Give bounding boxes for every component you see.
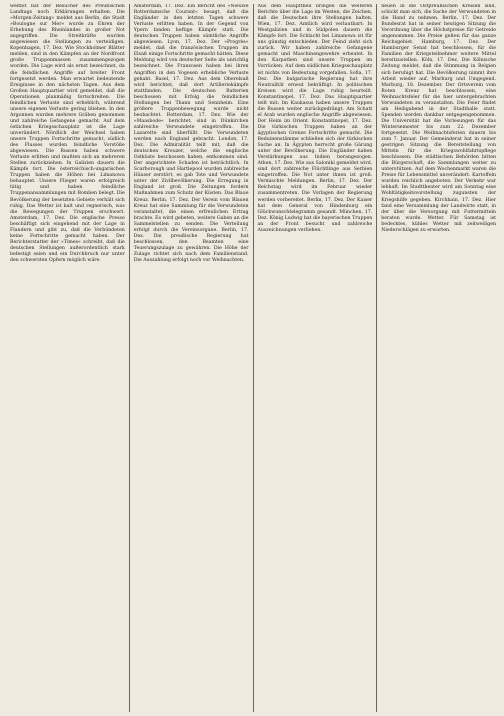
article-text: Amsterdam, 17. Dez. Ein Bericht des »Nieuwe Rotterdamsche Courant« besagt, daß die Engländer in den letzten Tagen schwere Verluste erlitten haben. In der Gegend von Ypern fanden heftige Kämpfe statt. Die deutschen Truppen haben sämtliche Angriffe abgewiesen. Lyon, 17. Dez. Der »Progrès« meldet, daß die französischen Truppen im Elsaß einige Fortschritte gemacht hätten. Diese Meldung wird von deutscher Seite als unrichtig bezeichnet. Die Franzosen haben bei ihren Angriffen in den Vogesen erhebliche Verluste gehabt. Basel, 17. Dez. Aus dem Oberelsaß wird berichtet, daß dort Artilleriekämpfe stattfanden. Die deutschen Batterien beschossen mit Erfolg die feindlichen Stellungen bei Thann und Sennheim. Eine größere Truppenbewegung wurde nicht beobachtet. Rotterdam, 17. Dez. Wie der »Maasbode« berichtet, sind in Dünkirchen zahlreiche Verwundete eingetroffen. Die Lazarette sind überfüllt. Die Verwundeten werden nach England gebracht. London, 17. Dez. Die Admiralität teilt mit, daß die deutschen Kreuzer, welche die englische Ostküste beschossen haben, entkommen sind. Der angerichtete Schaden ist beträchtlich. In Scarborough und Hartlepool wurden zahlreiche Häuser zerstört, es gab Tote und Verwundete unter der Zivilbevölkerung. Die Erregung in England ist groß. Die Zeitungen fordern Maßnahmen zum Schutz der Küsten. Das Blaue Kreuz. Berlin, 17. Dez. Der Verein vom Blauen Kreuz hat eine Sammlung für die Verwundeten veranstaltet, die einen erfreulichen Ertrag brachte. Es wird gebeten, weitere Gaben an die Sammelstellen zu senden. Die Verteilung erfolgt durch die Vereinsorgane. Berlin, 17. Dez. Die preußische Regierung hat beschlossen, den Beamten eine Teuerungszulage zu gewähren. Die Höhe der Zulage richtet sich nach dem Familienstand. Die Auszahlung erfolgt noch vor Weihnachten. [133, 4, 249, 263]
column-2 [129, 4, 253, 712]
column-3 [253, 4, 377, 712]
column-container [6, 4, 500, 712]
column-4 [376, 4, 500, 712]
column-1 [6, 4, 129, 712]
article-text: weltbit hat der Besucher des Preußischen Landtags noch Erklärungen erhalten. Die »Morgen-Zeitung« meldet aus Berlin, die Stadt »Boulogne sur Mer« wurde zu Ehren der Erhebung des Rheinlandes in großer Not angegriffen. Die Streitkräfte wurden angewiesen die Stellungen zu verteidigen. Kopenhagen, 17. Dez. Wie Stockholmer Blätter melden, sind in den Kämpfen an der Nordfront große Truppenmassen zusammengezogen worden. Die Lage wird als ernst bezeichnet, da die feindlichen Angriffe auf breiter Front fortgesetzt werden. Man erwartet bedeutende Ereignisse in den nächsten Tagen. Aus dem Großen Hauptquartier wird gemeldet, daß die Operationen planmäßig fortschreiten. Die feindlichen Verluste sind erheblich, während unsere eigenen Verluste gering blieben. In den Argonnen wurden mehrere Gräben genommen und zahlreiche Gefangene gemacht. Auf dem östlichen Kriegsschauplatz ist die Lage unverändert. Nördlich der Weichsel haben unsere Truppen Fortschritte gemacht, südlich des Flusses wurden feindliche Vorstöße abgewiesen. Die Russen haben schwere Verluste erlitten und mußten sich an mehreren Stellen zurückziehen. In Galizien dauern die Kämpfe fort. Die österreichisch-ungarischen Truppen haben die Höhen bei Limanowa behauptet. Unsere Flieger waren erfolgreich tätig und haben feindliche Truppenansammlungen mit Bomben belegt. Die Bevölkerung der besetzten Gebiete verhält sich ruhig. Das Wetter ist kalt und regnerisch, was die Bewegungen der Truppen erschwert. Amsterdam, 17. Dez. Die englische Presse beschäftigt sich eingehend mit der Lage in Flandern und gibt zu, daß die Verbündeten keine Fortschritte gemacht haben. Der Berichterstatter der »Times« schreibt, daß die deutschen Stellungen außerordentlich stark befestigt seien und ein Durchbruch nur unter den schwersten Opfern möglich wäre. [10, 4, 125, 263]
article-text: neuen in die Ostpreußischen Kreisen sind, schickt man sich, die Sache der Verwundeten in die Hand zu nehmen. Berlin, 17. Dez. Der Bundesrat hat in seiner heutigen Sitzung die Verordnung über die Höchstpreise für Getreide angenommen. Die Preise gelten für das ganze Reichsgebiet. Hamburg, 17. Dez. Der Hamburger Senat hat beschlossen, für die Familien der Kriegsteilnehmer weitere Mittel bereitzustellen. Köln, 17. Dez. Die Kölnische Zeitung meldet, daß die Stimmung in Belgien sich beruhigt hat. Die Bevölkerung nimmt ihre Arbeit wieder auf. Marburg und Umgegend. Marburg, 18. Dezember. Der Ortsverein vom Roten Kreuz hat beschlossen, eine Weihnachtsfeier für die hier untergebrachten Verwundeten zu veranstalten. Die Feier findet am Heiligabend in der Stadthalle statt. Spenden werden dankbar entgegengenommen. Die Universität hat die Vorlesungen für das Wintersemester bis zum 22. Dezember fortgesetzt. Die Weihnachtsferien dauern bis zum 7. Januar. Der Gemeinderat hat in seiner gestrigen Sitzung die Bereitstellung von Mitteln für die Kriegswohlfahrtspflege beschlossen. Die städtischen Behörden bitten die Bürgerschaft, die Sammlungen weiter zu unterstützen. Auf dem Wochenmarkt waren die Preise für Lebensmittel unverändert. Kartoffeln wurden reichlich angeboten. Der Verkehr war lebhaft. Im Stadttheater wird am Sonntag eine Wohltätigkeitsvorstellung zugunsten der Kriegshilfe gegeben. Kirchhain, 17. Dez. Hier fand eine Versammlung der Landwirte statt, in der über die Versorgung mit Futtermitteln beraten wurde. Wetter. Für Samstag ist bedecktes, kühles Wetter mit zeitweiligen Niederschlägen zu erwarten. [381, 4, 496, 233]
article-text: Aus dem Haupttheil bringen die weiteren Berichte über die Lage im Westen, die Zeichen, daß die Deutschen ihre Stellungen halten. Wien, 17. Dez. Amtlich wird verlautbart: In Westgalizien und in Südpolen dauern die Kämpfe fort. Die Schlacht bei Limanowa ist für uns günstig entschieden. Der Feind zieht sich zurück. Wir haben zahlreiche Gefangene gemacht und Maschinengewehre erbeutet. In den Karpathen sind unsere Truppen im Vorrücken. Auf dem südlichen Kriegsschauplatz ist nichts von Bedeutung vorgefallen. Sofia, 17. Dez. Die bulgarische Regierung hat ihre Neutralität erneut bekräftigt. In politischen Kreisen wird die Lage ruhig beurteilt. Konstantinopel, 17. Dez. Das Hauptquartier teilt mit: Im Kaukasus haben unsere Truppen die Russen weiter zurückgedrängt. Am Schatt el Arab wurden englische Angriffe abgewiesen. Der Heim im Orient. Konstantinopel, 17. Dez. Die türkischen Truppen haben an der ägyptischen Grenze Fortschritte gemacht. Die Beduinenstämme schließen sich der türkischen Sache an. In Ägypten herrscht große Gärung unter der Bevölkerung. Die Engländer haben Verstärkungen aus Indien herangezogen. Athen, 17. Dez. Wie aus Saloniki gemeldet wird, sind dort zahlreiche Flüchtlinge aus Serbien eingetroffen. Die Not unter ihnen ist groß. Vermischte Meldungen. Berlin, 17. Dez. Der Reichstag wird im Februar wieder zusammentreten. Die Vorlagen der Regierung werden vorbereitet. Berlin, 17. Dez. Der Kaiser hat dem General von Hindenburg ein Glückwunschtelegramm gesandt. München, 17. Dez. König Ludwig hat die bayerischen Truppen an der Front besucht und zahlreiche Auszeichnungen verliehen. [257, 4, 373, 233]
